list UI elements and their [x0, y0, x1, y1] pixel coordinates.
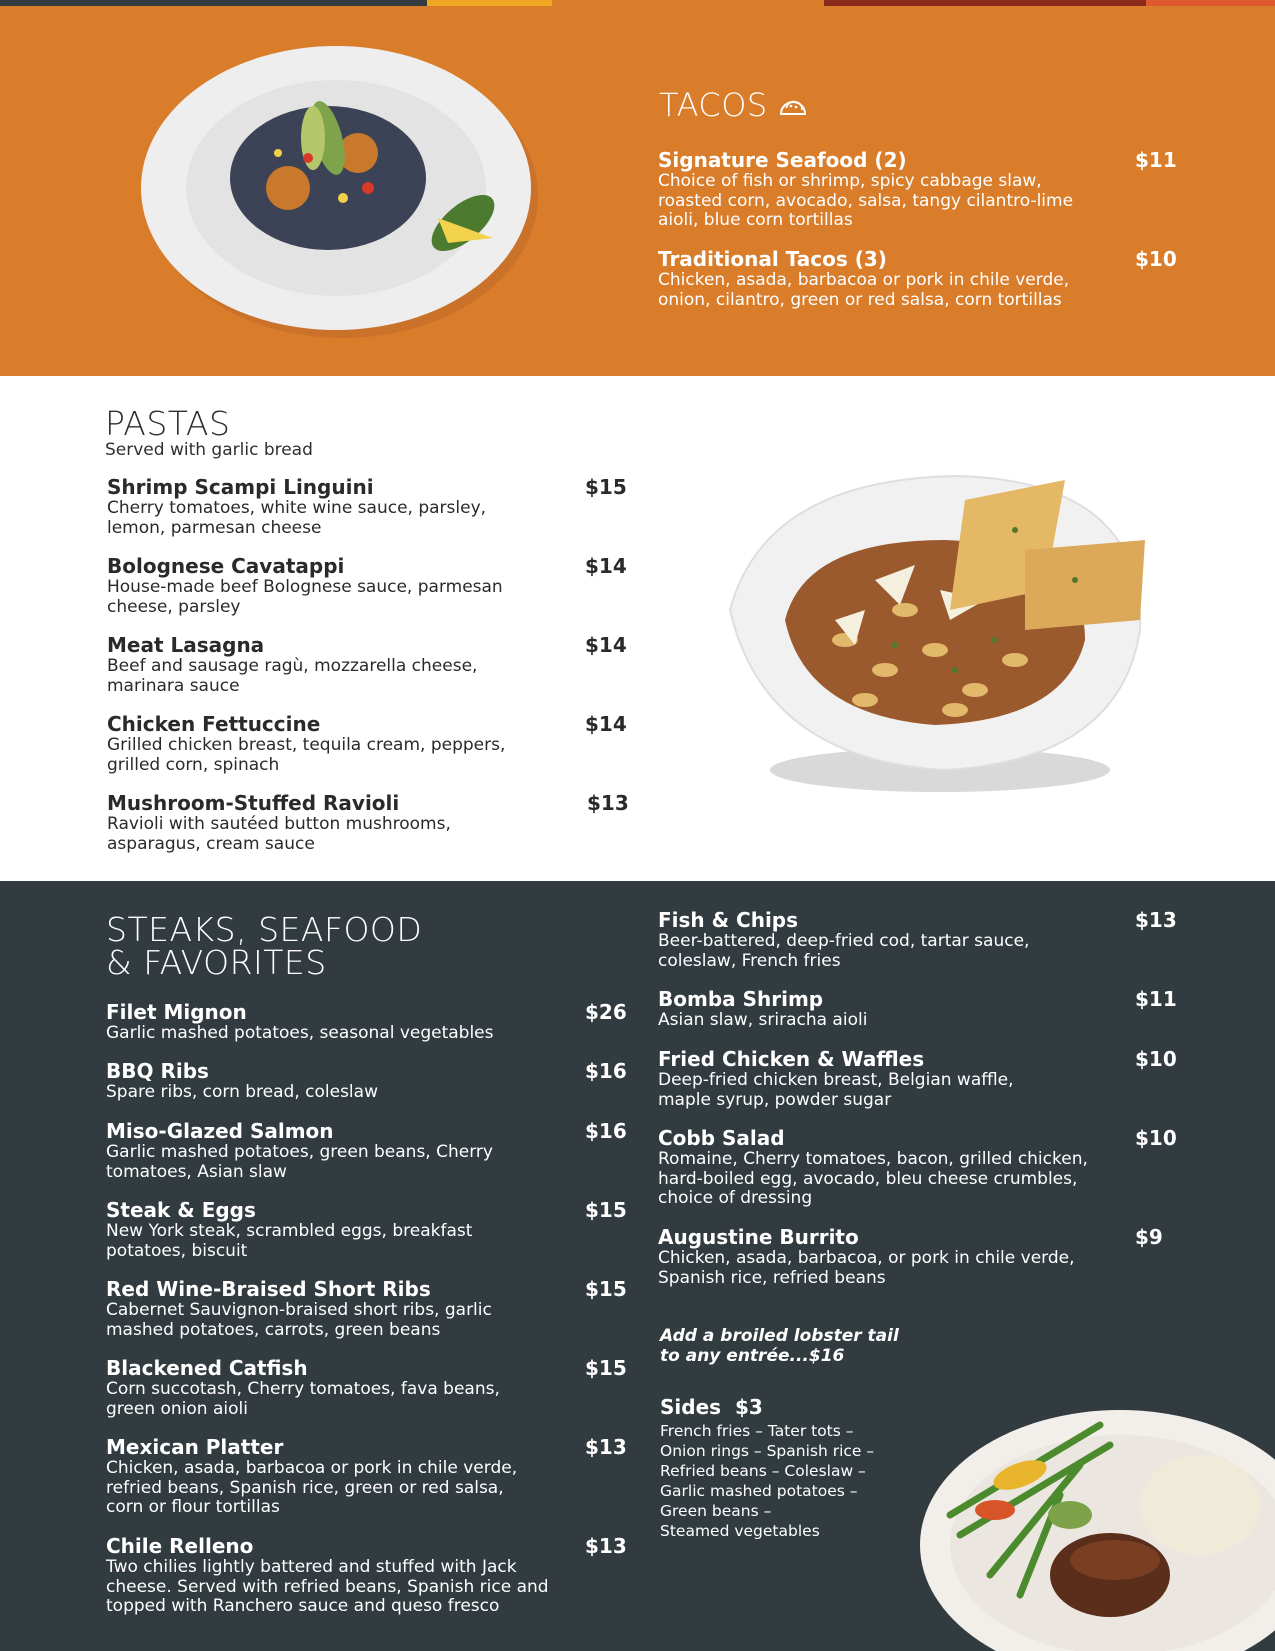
item-name: Fried Chicken & Waffles — [658, 1047, 925, 1071]
item-name: Fish & Chips — [658, 908, 799, 932]
side-line: Garlic mashed potatoes – — [660, 1482, 858, 1500]
item-description — [106, 1083, 626, 1103]
item-description — [106, 1558, 626, 1617]
item-name: Blackened Catfish — [106, 1356, 308, 1380]
item-price: $15 — [585, 1277, 627, 1301]
item-price: $10 — [1135, 247, 1177, 271]
desc-line: Cherry tomatoes, white wine sauce, parsley, — [107, 498, 487, 518]
item-description — [658, 1150, 1178, 1209]
item-price: $14 — [585, 554, 627, 578]
desc-line: Beef and sausage ragù, mozzarella cheese, — [107, 656, 478, 676]
menu-item — [106, 1356, 626, 1419]
desc-line: green onion aioli — [106, 1398, 248, 1419]
item-description — [658, 1011, 1178, 1031]
sides-list — [660, 1421, 920, 1541]
item-price: $15 — [585, 1198, 627, 1222]
item-description — [107, 657, 627, 696]
menu-item — [658, 247, 1178, 310]
item-description — [658, 172, 1178, 231]
desc-line: Chicken, asada, barbacoa or pork in chile verde, — [106, 1458, 518, 1478]
item-price: $13 — [585, 1534, 627, 1558]
item-price: $11 — [1135, 987, 1177, 1011]
desc-line: corn or flour tortillas — [106, 1497, 280, 1517]
desc-line: Asian slaw, sriracha aioli — [658, 1010, 868, 1030]
item-price: $15 — [585, 475, 627, 499]
desc-line: Chicken, asada, barbacoa or pork in chile verde, — [658, 270, 1070, 290]
desc-line: choice of dressing — [658, 1188, 813, 1208]
side-line: Steamed vegetables — [660, 1522, 820, 1540]
menu-item — [106, 1000, 626, 1044]
desc-line: Two chilies lightly battered and stuffed with Jack — [106, 1557, 517, 1577]
item-name: Meat Lasagna — [107, 633, 265, 657]
desc-line: roasted corn, avocado, salsa, tangy cilantro-lime — [658, 190, 1074, 211]
desc-line: aioli, blue corn tortillas — [658, 210, 853, 230]
menu-item — [106, 1534, 626, 1617]
item-description — [106, 1143, 626, 1182]
item-price: $10 — [1135, 1047, 1177, 1071]
item-price: $16 — [585, 1059, 627, 1083]
desc-line: marinara sauce — [107, 675, 240, 696]
desc-line: Spare ribs, corn bread, coleslaw — [106, 1082, 378, 1102]
lobster-addon-note — [660, 1326, 899, 1366]
lobster-line: to any entrée...$16 — [660, 1346, 845, 1366]
desc-line: Spanish rice, refried beans — [658, 1267, 886, 1288]
steaks-title-line: & FAVORITES — [106, 943, 327, 982]
item-name: Filet Mignon — [106, 1000, 247, 1024]
item-price: $14 — [585, 633, 627, 657]
desc-line: asparagus, cream sauce — [107, 833, 315, 854]
item-name: Bomba Shrimp — [658, 987, 824, 1011]
menu-item — [106, 1119, 626, 1182]
item-name: Shrimp Scampi Linguini — [107, 475, 374, 499]
steaks-title — [106, 910, 423, 982]
desc-line: lemon, parmesan cheese — [107, 517, 322, 538]
item-name: Bolognese Cavatappi — [107, 554, 345, 578]
desc-line: Choice of fish or shrimp, spicy cabbage slaw, — [658, 171, 1042, 191]
menu-item — [106, 1198, 626, 1261]
item-price: $13 — [585, 1435, 627, 1459]
item-price: $15 — [585, 1356, 627, 1380]
desc-line: potatoes, biscuit — [106, 1240, 248, 1261]
menu-item — [106, 1059, 626, 1103]
desc-line: cheese, parsley — [107, 596, 241, 617]
menu-item — [658, 1225, 1178, 1288]
menu-item — [106, 1435, 626, 1518]
taco-icon — [778, 92, 808, 118]
tacos-plate-photo — [128, 38, 538, 343]
item-price: $10 — [1135, 1126, 1177, 1150]
desc-line: hard-boiled egg, avocado, bleu cheese crumbles, — [658, 1168, 1078, 1189]
item-description — [107, 815, 627, 854]
desc-line: New York steak, scrambled eggs, breakfast — [106, 1221, 473, 1241]
side-line: French fries – Tater tots – — [660, 1422, 854, 1440]
item-name: Chile Relleno — [106, 1534, 254, 1558]
desc-line: House-made beef Bolognese sauce, parmesan — [107, 577, 503, 597]
pastas-title: PASTAS — [105, 404, 231, 443]
item-description — [658, 1071, 1178, 1110]
desc-line: grilled corn, spinach — [107, 754, 280, 775]
item-price: $14 — [585, 712, 627, 736]
menu-item — [658, 908, 1178, 971]
item-description — [106, 1380, 626, 1419]
desc-line: Deep-fried chicken breast, Belgian waffle, — [658, 1070, 1014, 1090]
desc-line: Cabernet Sauvignon-braised short ribs, garlic — [106, 1300, 492, 1320]
item-description — [107, 499, 627, 538]
item-description — [107, 736, 627, 775]
item-name: Red Wine-Braised Short Ribs — [106, 1277, 431, 1301]
item-price: $16 — [585, 1119, 627, 1143]
desc-line: cheese. Served with refried beans, Spanish rice and — [106, 1576, 549, 1597]
pastas-subtitle: Served with garlic bread — [105, 440, 313, 460]
desc-line: Romaine, Cherry tomatoes, bacon, grilled chicken, — [658, 1149, 1088, 1169]
item-name: Augustine Burrito — [658, 1225, 859, 1249]
desc-line: coleslaw, French fries — [658, 950, 841, 971]
desc-line: refried beans, Spanish rice, green or red salsa, — [106, 1477, 504, 1498]
item-price: $13 — [587, 791, 629, 815]
desc-line: Grilled chicken breast, tequila cream, peppers, — [107, 735, 506, 755]
item-name: Cobb Salad — [658, 1126, 785, 1150]
item-name: Signature Seafood (2) — [658, 148, 907, 172]
desc-line: Corn succotash, Cherry tomatoes, fava beans, — [106, 1379, 500, 1399]
desc-line: topped with Ranchero sauce and queso fresco — [106, 1596, 500, 1616]
steak-plate-photo — [900, 1405, 1275, 1651]
sides-title: Sides $3 — [660, 1395, 763, 1419]
desc-line: maple syrup, powder sugar — [658, 1089, 892, 1110]
desc-line: Ravioli with sautéed button mushrooms, — [107, 814, 451, 834]
pasta-bowl-photo — [725, 470, 1170, 805]
item-description — [107, 578, 627, 617]
desc-line: Garlic mashed potatoes, seasonal vegetables — [106, 1023, 494, 1043]
menu-item — [107, 633, 627, 696]
menu-item — [107, 475, 627, 538]
menu-item — [658, 148, 1178, 231]
desc-line: tomatoes, Asian slaw — [106, 1161, 287, 1182]
item-description — [658, 1249, 1178, 1288]
desc-line: Garlic mashed potatoes, green beans, Cherry — [106, 1142, 493, 1162]
menu-item — [107, 554, 627, 617]
menu-item — [107, 712, 627, 775]
menu-item — [658, 987, 1178, 1031]
side-line: Refried beans – Coleslaw – — [660, 1462, 866, 1480]
item-price: $9 — [1135, 1225, 1163, 1249]
tacos-heading — [659, 86, 808, 124]
menu-item — [107, 791, 627, 854]
side-line: Onion rings – Spanish rice – — [660, 1442, 875, 1460]
item-name: Miso-Glazed Salmon — [106, 1119, 334, 1143]
item-description — [106, 1222, 626, 1261]
item-name: Chicken Fettuccine — [107, 712, 321, 736]
item-description — [106, 1301, 626, 1340]
tacos-title: TACOS — [659, 86, 768, 124]
item-price: $26 — [585, 1000, 627, 1024]
item-name: Steak & Eggs — [106, 1198, 256, 1222]
item-description — [106, 1024, 626, 1044]
item-name: Traditional Tacos (3) — [658, 247, 887, 271]
lobster-line: Add a broiled lobster tail — [660, 1326, 899, 1346]
menu-item — [106, 1277, 626, 1340]
desc-line: onion, cilantro, green or red salsa, corn tortillas — [658, 289, 1062, 310]
steaks-title-line: STEAKS, SEAFOOD — [106, 910, 423, 949]
side-line: Green beans – — [660, 1502, 772, 1520]
desc-line: Chicken, asada, barbacoa, or pork in chile verde, — [658, 1248, 1075, 1268]
item-description — [658, 271, 1178, 310]
item-description — [658, 932, 1178, 971]
item-price: $11 — [1135, 148, 1177, 172]
desc-line: Beer-battered, deep-fried cod, tartar sauce, — [658, 931, 1030, 951]
item-description — [106, 1459, 626, 1518]
menu-item — [658, 1047, 1178, 1110]
item-name: BBQ Ribs — [106, 1059, 209, 1083]
item-name: Mexican Platter — [106, 1435, 284, 1459]
item-name: Mushroom-Stuffed Ravioli — [107, 791, 400, 815]
menu-item — [658, 1126, 1178, 1209]
item-price: $13 — [1135, 908, 1177, 932]
desc-line: mashed potatoes, carrots, green beans — [106, 1319, 441, 1340]
